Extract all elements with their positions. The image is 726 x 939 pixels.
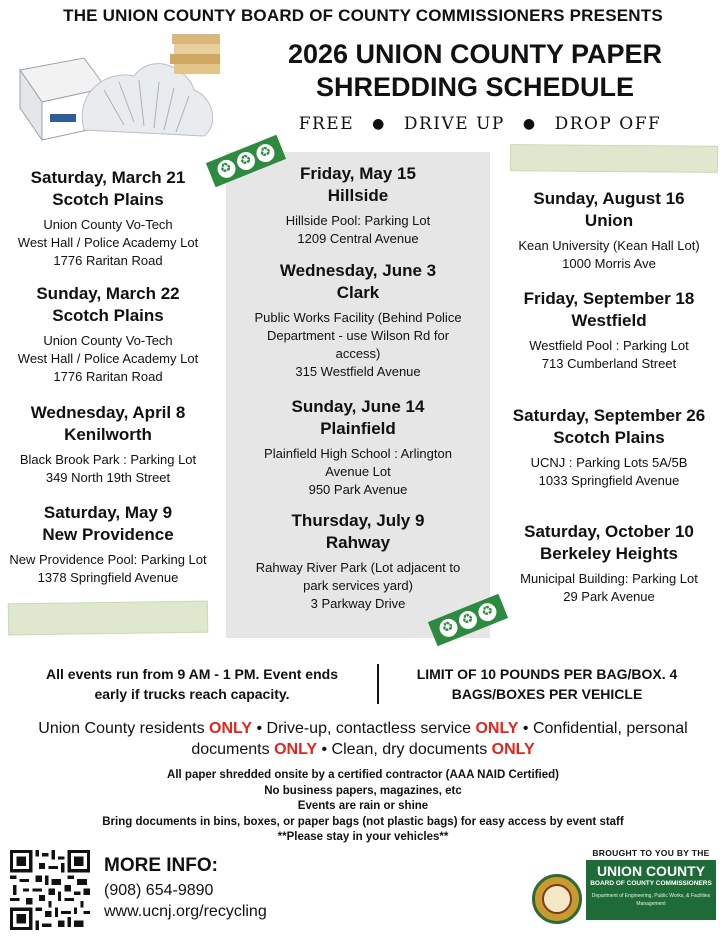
presenter-line: THE UNION COUNTY BOARD OF COUNTY COMMISSIONERS PRESENTS — [63, 6, 663, 25]
rules-line — [10, 739, 716, 760]
event-date: Saturday, May 9 — [43, 503, 173, 522]
event-date: Sunday, August 16 — [533, 189, 685, 208]
event-location-line: Public Works Facility (Behind Police — [254, 310, 462, 325]
note-line: Bring documents in bins, boxes, or paper bags (not plastic bags) for easy access by event staff — [102, 815, 624, 828]
phone-number[interactable]: (908) 654-9890 — [104, 882, 214, 899]
event-location-line: Hillside Pool: Parking Lot — [285, 213, 431, 228]
event-card — [0, 502, 216, 587]
event-card — [496, 288, 722, 373]
union-county-banner — [586, 860, 716, 920]
event-town: Clark — [336, 283, 380, 302]
event-town: Plainfield — [320, 419, 396, 438]
rule-text: Union County residents — [38, 720, 210, 737]
bag-limit-note — [392, 664, 702, 704]
event-address: 1378 Springfield Avenue — [37, 570, 179, 585]
event-town: Kenilworth — [64, 425, 152, 444]
event-location-line: West Hall / Police Academy Lot — [17, 235, 199, 250]
event-date: Sunday, March 22 — [36, 284, 180, 303]
hours-line: All events run from 9 AM - 1 PM. Event ends — [46, 666, 338, 682]
event-address: 315 Westfield Avenue — [295, 364, 421, 379]
only-highlight: ONLY — [475, 720, 519, 737]
shredded-paper-icon — [14, 30, 224, 142]
event-location-line: Plainfield High School : Arlington — [264, 446, 452, 461]
event-address: 29 Park Avenue — [563, 589, 655, 604]
event-location-line: Westfield Pool : Parking Lot — [529, 338, 689, 353]
sponsor-logo — [530, 848, 716, 928]
event-location-line: access) — [335, 346, 381, 361]
event-date: Saturday, September 26 — [512, 406, 706, 425]
tagline-drop-off: DROP OFF — [554, 114, 662, 134]
note-line: All paper shredded onsite by a certified contractor (AAA NAID Certified) — [167, 769, 559, 781]
org-name: UNION COUNTY — [596, 863, 706, 879]
event-date: Thursday, July 9 — [291, 511, 425, 530]
recycle-icon: ♻ — [254, 141, 277, 164]
event-card — [496, 405, 722, 490]
event-date: Wednesday, June 3 — [279, 261, 437, 280]
brought-by-label: BROUGHT TO YOU BY THE — [592, 848, 710, 858]
rule-text: • Clean, dry documents — [317, 741, 492, 758]
page-title — [240, 38, 710, 104]
event-card — [0, 167, 216, 270]
event-location-line: Municipal Building: Parking Lot — [520, 571, 698, 586]
event-town: Scotch Plains — [553, 428, 665, 447]
only-highlight: ONLY — [209, 720, 253, 737]
rule-text: • Drive-up, contactless service — [252, 720, 476, 737]
vertical-divider — [377, 664, 379, 704]
event-address: 1033 Springfield Avenue — [538, 473, 680, 488]
recycle-icon: ♻ — [214, 157, 237, 180]
event-location-line: Black Brook Park : Parking Lot — [19, 452, 197, 467]
event-card — [496, 521, 722, 606]
recycle-icon: ♻ — [476, 600, 499, 623]
event-location-line: Rahway River Park (Lot adjacent to — [255, 560, 461, 575]
event-town: Scotch Plains — [52, 190, 164, 209]
more-info-heading: MORE INFO: — [104, 855, 218, 876]
department-name: Department of Engineering, Public Works, & Facilities Management — [591, 893, 711, 907]
county-seal-icon — [532, 874, 582, 924]
event-address: 1000 Morris Ave — [562, 256, 656, 271]
note-line: **Please stay in your vehicles** — [277, 831, 449, 843]
event-town: New Providence — [42, 525, 174, 544]
bullet-icon: ● — [372, 116, 386, 132]
event-card — [0, 283, 216, 386]
event-location-line: Union County Vo-Tech — [43, 333, 173, 348]
title-line-2: SHREDDING SCHEDULE — [315, 72, 635, 102]
event-town: Union — [584, 211, 634, 230]
title-line-1: 2026 UNION COUNTY PAPER — [287, 39, 663, 69]
recycle-icon: ♻ — [234, 149, 257, 172]
note-line: Events are rain or shine — [297, 800, 429, 812]
recycle-icon: ♻ — [456, 608, 479, 631]
event-location-line: UCNJ : Parking Lots 5A/5B — [530, 455, 688, 470]
rules-line — [10, 718, 716, 739]
event-address: 950 Park Avenue — [308, 482, 408, 497]
bullet-icon: ● — [522, 116, 537, 132]
event-town: Hillside — [327, 186, 389, 205]
event-address: 1776 Raritan Road — [53, 253, 163, 268]
event-date: Sunday, June 14 — [291, 397, 425, 416]
event-card — [496, 188, 722, 273]
board-name: BOARD OF COUNTY COMMISSIONERS — [590, 880, 712, 887]
qr-code-icon[interactable] — [10, 850, 90, 930]
event-town: Westfield — [571, 311, 647, 330]
event-location-line: Department - use Wilson Rd for — [266, 328, 450, 343]
event-hours-note — [20, 664, 364, 704]
event-card — [226, 396, 490, 499]
event-date: Saturday, March 21 — [30, 168, 186, 187]
tagline-drive-up: DRIVE UP — [403, 114, 505, 134]
event-town: Scotch Plains — [52, 306, 164, 325]
event-town: Rahway — [325, 533, 391, 552]
event-location-line: Kean University (Kean Hall Lot) — [518, 238, 700, 253]
event-address: 1776 Raritan Road — [53, 369, 163, 384]
limit-line: BAGS/BOXES PER VEHICLE — [451, 686, 643, 702]
rule-text: • Confidential, personal — [518, 720, 688, 737]
event-town: Berkeley Heights — [540, 544, 678, 563]
event-date: Friday, September 18 — [523, 289, 695, 308]
eligibility-rules — [10, 718, 716, 760]
event-address: 3 Parkway Drive — [310, 596, 406, 611]
website-link[interactable]: www.ucnj.org/recycling — [104, 903, 267, 920]
event-location-line: park services yard) — [303, 578, 413, 593]
event-date: Saturday, October 10 — [524, 522, 694, 541]
event-date: Friday, May 15 — [300, 164, 416, 183]
event-card — [226, 163, 490, 248]
note-line: No business papers, magazines, etc — [264, 784, 462, 797]
only-highlight: ONLY — [274, 741, 318, 758]
tagline — [260, 114, 700, 134]
event-address: 1209 Central Avenue — [297, 231, 419, 246]
tape-decoration — [8, 601, 208, 636]
recycle-icon: ♻ — [436, 616, 459, 639]
event-location-line: Avenue Lot — [325, 464, 391, 479]
program-notes — [10, 768, 716, 846]
event-location-line: New Providence Pool: Parking Lot — [9, 552, 207, 567]
event-card — [226, 260, 490, 381]
tape-decoration — [510, 144, 718, 173]
only-highlight: ONLY — [491, 741, 535, 758]
event-address: 713 Cumberland Street — [541, 356, 677, 371]
tagline-free: FREE — [298, 114, 355, 134]
event-location-line: Union County Vo-Tech — [43, 217, 173, 232]
event-address: 349 North 19th Street — [45, 470, 171, 485]
event-date: Wednesday, April 8 — [30, 403, 186, 422]
rule-text: documents — [191, 741, 275, 758]
limit-line: LIMIT OF 10 POUNDS PER BAG/BOX. 4 — [416, 666, 678, 682]
event-card — [0, 402, 216, 487]
event-card — [226, 510, 490, 613]
event-location-line: West Hall / Police Academy Lot — [17, 351, 199, 366]
hours-line: early if trucks reach capacity. — [94, 686, 290, 702]
